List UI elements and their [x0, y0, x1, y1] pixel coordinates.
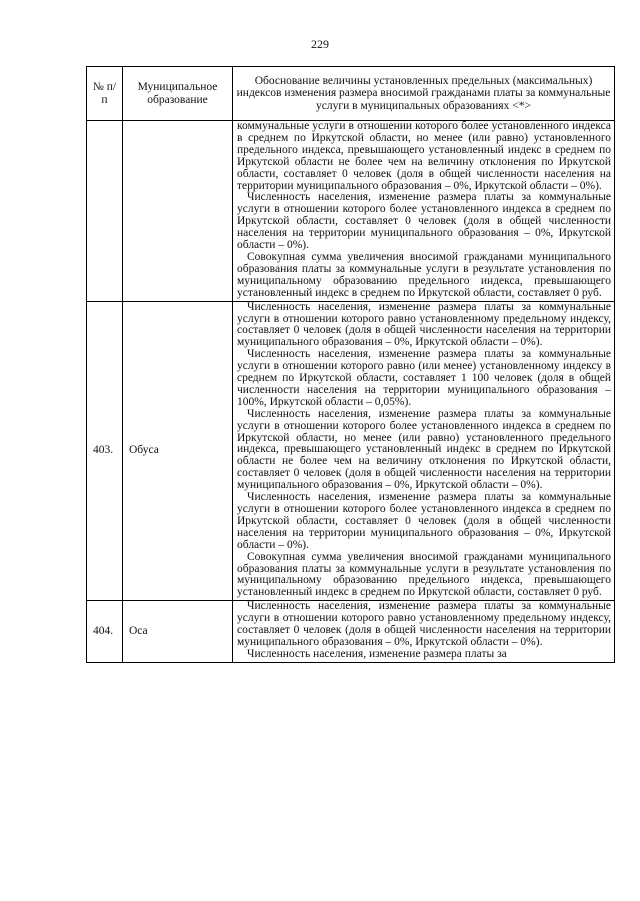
paragraph: Численность населения, изменение размера платы за коммунальные услуги в отношении которого равно установленному предельному индексу, составляет 0 человек (доля в общей численности населения на территории муниципального образования – 0%, Иркутской области – 0%). [237, 600, 611, 648]
paragraph: Численность населения, изменение размера платы за [247, 647, 507, 660]
table-row [87, 601, 615, 663]
row-justification [233, 301, 615, 601]
table-header-row [87, 67, 615, 121]
table-row [87, 301, 615, 601]
row-municipality [123, 121, 233, 302]
row-municipality: Оса [123, 601, 233, 663]
row-municipality: Обуса [123, 301, 233, 601]
paragraph: Численность населения, изменение размера платы за коммунальные услуги в отношении которого равно установленному предельному индексу, составляет 0 человек (доля в общей численности населения на территории муниципального образования – 0%, Иркутской области – 0%). [237, 300, 611, 349]
table-row [87, 121, 615, 302]
indices-table [86, 66, 615, 663]
row-number: 403. [87, 301, 123, 601]
row-number: 404. [87, 601, 123, 663]
header-justification: Обоснование величины установленных предельных (максимальных) индексов изменения размера вносимой гражданами платы за коммунальные услуги в муниципальных образованиях <*> [233, 67, 615, 121]
paragraph: Численность населения, изменение размера платы за коммунальные услуги в отношении которого более установленного индекса в среднем по Иркутской области, но менее (или равно) установленного предельного индекса, превышающего установленный индекс в среднем по Иркутской области не более чем на величину отклонения по Иркутской области, составляет 0 человек (доля в общей численности населения на территории муниципального образования – 0%, Иркутской области – 0%). [237, 407, 611, 492]
header-number: № п/п [87, 67, 123, 121]
paragraph: Совокупная сумма увеличения вносимой гражданами муниципального образования платы за коммунальные услуги в результате установления по муниципальному образованию предельного индекса, превышающего установленный индекс в среднем по Иркутской области, составляет 0 руб. [237, 550, 611, 599]
row-justification [233, 601, 615, 663]
page-number: 229 [311, 37, 329, 51]
paragraph: коммунальные услуги в отношении которого более установленного индекса в среднем по Иркутской области, но менее (или равно) установленного предельного индекса, превышающего установленный индекс в среднем по Иркутской области не более чем на величину отклонения по Иркутской области, составляет 0 человек (доля в общей численности населения на территории муниципального образования – 0%, Иркутской области – 0%). [237, 120, 611, 192]
row-number [87, 121, 123, 302]
paragraph: Совокупная сумма увеличения вносимой гражданами муниципального образования платы за коммунальные услуги в результате установления по муниципальному образованию предельного индекса, превышающего установленный индекс в среднем по Иркутской области, составляет 0 руб. [237, 250, 611, 299]
paragraph: Численность населения, изменение размера платы за коммунальные услуги в отношении которого более установленного индекса в среднем по Иркутской области, составляет 0 человек (доля в общей численности населения на территории муниципального образования – 0%, Иркутской области – 0%). [237, 491, 611, 551]
paragraph: Численность населения, изменение размера платы за коммунальные услуги в отношении которого более установленного индекса в среднем по Иркутской области, составляет 0 человек (доля в общей численности населения на территории муниципального образования – 0%, Иркутской области – 0%). [237, 191, 611, 252]
header-municipality: Муниципальное образование [123, 67, 233, 121]
row-justification [233, 121, 615, 302]
paragraph: Численность населения, изменение размера платы за коммунальные услуги в отношении которого равно (или менее) установленному индексу в среднем по Иркутской области, составляет 1 100 человек (доля в общей численности населения на территории муниципального образования – 100%, Иркутской области – 0,05%). [237, 348, 611, 408]
